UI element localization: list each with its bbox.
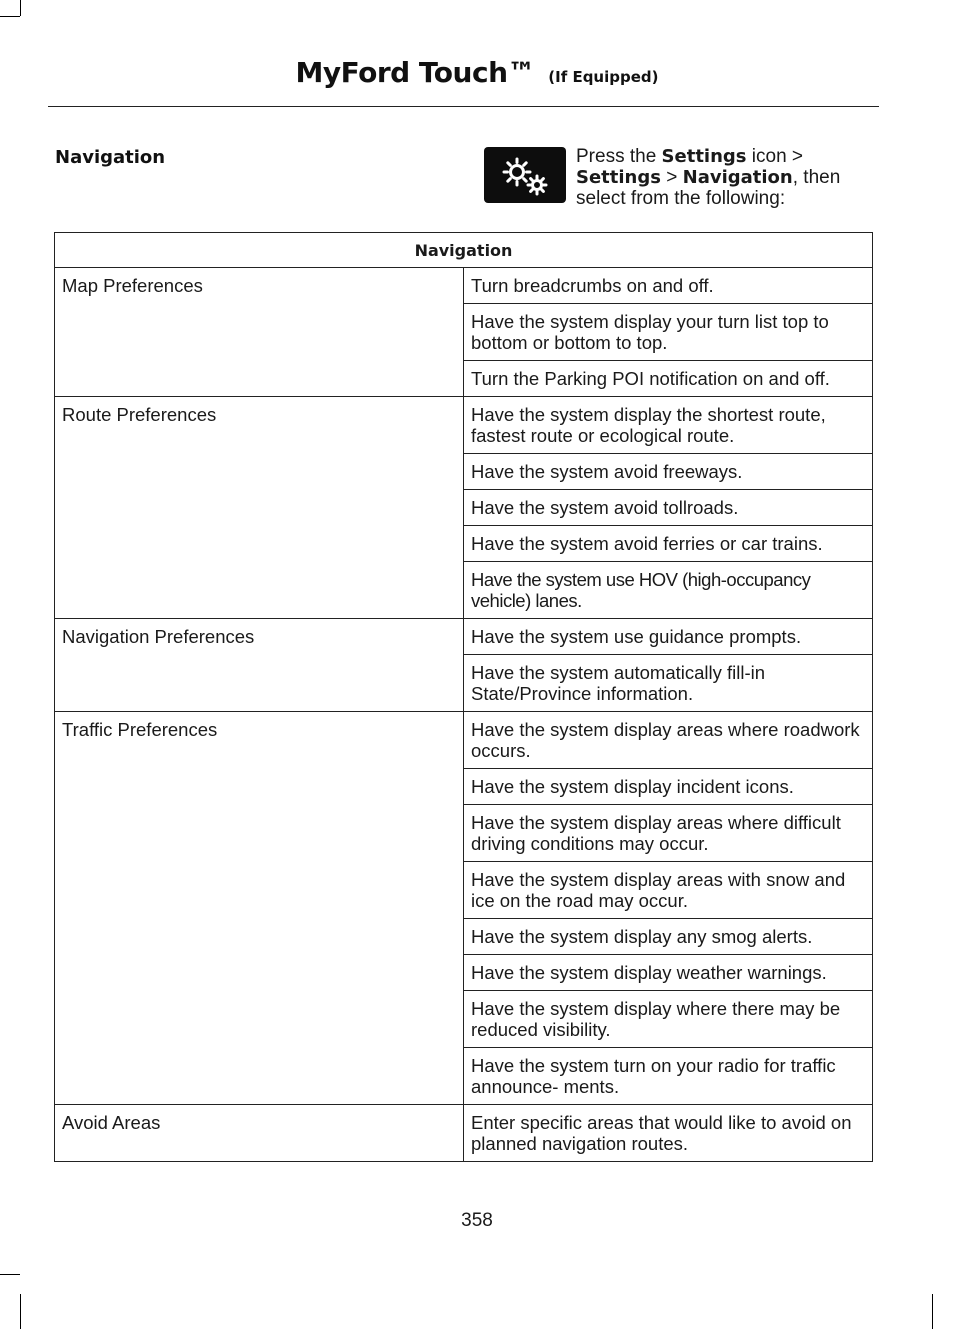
table-row xyxy=(55,619,873,655)
crop-mark xyxy=(0,16,20,17)
description-cell: Have the system display your turn list top to bottom or bottom to top. xyxy=(464,304,873,361)
description-cell: Turn breadcrumbs on and off. xyxy=(464,268,873,304)
description-cell: Have the system display areas with snow and ice on the road may occur. xyxy=(464,862,873,919)
description-cell: Enter specific areas that would like to avoid on planned navigation routes. xyxy=(464,1105,873,1162)
navigation-label: Navigation xyxy=(682,167,793,188)
page-number: 358 xyxy=(461,1210,493,1231)
settings-label: Settings xyxy=(661,146,747,167)
description-cell: Have the system display areas where roadwork occurs. xyxy=(464,712,873,769)
crop-mark xyxy=(20,1294,21,1329)
description-cell: Turn the Parking POI notification on and off. xyxy=(464,361,873,397)
settings-label: Settings xyxy=(576,167,661,188)
description-cell: Have the system automatically fill-in State/Province information. xyxy=(464,655,873,712)
crop-mark xyxy=(932,1294,933,1329)
header-divider xyxy=(48,106,879,107)
navigation-settings-table xyxy=(54,232,873,1162)
category-cell: Traffic Preferences xyxy=(55,712,464,1105)
description-cell: Have the system avoid ferries or car trains. xyxy=(464,526,873,562)
category-cell: Avoid Areas xyxy=(55,1105,464,1162)
description-cell: Have the system display the shortest route, fastest route or ecological route. xyxy=(464,397,873,454)
crop-mark xyxy=(20,0,21,16)
page-header xyxy=(0,56,954,89)
description-cell: Have the system turn on your radio for traffic announce- ments. xyxy=(464,1048,873,1105)
category-cell: Navigation Preferences xyxy=(55,619,464,712)
description-cell: Have the system display areas where difficult driving conditions may occur. xyxy=(464,805,873,862)
description-cell: Have the system display any smog alerts. xyxy=(464,919,873,955)
description-cell: Have the system display incident icons. xyxy=(464,769,873,805)
table-row xyxy=(55,268,873,304)
table-row xyxy=(55,712,873,769)
description-cell: Have the system display weather warnings. xyxy=(464,955,873,991)
header-title: MyFord Touch™ xyxy=(295,56,536,89)
table-row xyxy=(55,397,873,454)
description-cell: Have the system avoid tollroads. xyxy=(464,490,873,526)
description-cell: Have the system use HOV (high-occupancy vehicle) lanes. xyxy=(464,562,873,619)
category-cell: Map Preferences xyxy=(55,268,464,397)
description-cell: Have the system display where there may be reduced visibility. xyxy=(464,991,873,1048)
header-subtitle: (If Equipped) xyxy=(548,68,659,86)
section-heading: Navigation xyxy=(55,147,166,168)
table-header: Navigation xyxy=(55,233,873,268)
category-cell: Route Preferences xyxy=(55,397,464,619)
crop-mark xyxy=(0,1274,20,1275)
description-cell: Have the system avoid freeways. xyxy=(464,454,873,490)
table-row xyxy=(55,1105,873,1162)
settings-gears-icon xyxy=(484,147,566,203)
description-cell: Have the system use guidance prompts. xyxy=(464,619,873,655)
intro-text: Press the Settings icon > Settings > Navigation, then select from the following: xyxy=(576,146,841,209)
